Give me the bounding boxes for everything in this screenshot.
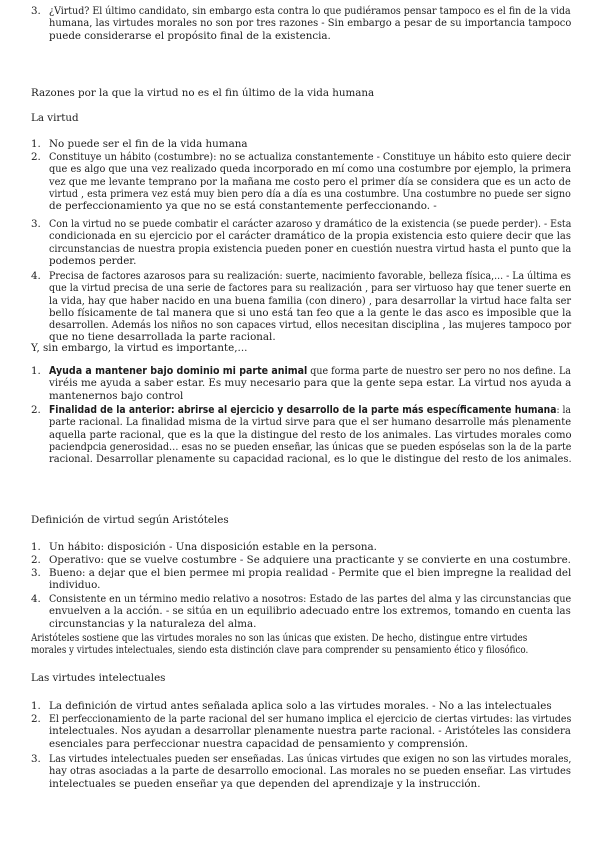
text-line: Consistente en un término medio relativo a nosotros: Estado de las partes del alma y las circunstancias que [49,593,572,605]
text-line: Aristóteles sostiene que las virtudes morales no son las únicas que existen. De hecho, distingue entre virtudes [31,632,528,644]
list-number: 3. [31,753,41,765]
text-line: morales y virtudes intelectuales, siendo esta distinción clave para comprender su pensamiento ético y filosófico. [31,644,529,657]
text-line: aquella parte racional, que es la que la distingue del resto de los animales. Las virtudes morales como [49,428,572,441]
text-fragment: : la [556,404,571,416]
text-line: Con la virtud no se puede combatir el carácter azaroso y dramático de la existencia (se puede perder). - Esta [49,218,572,230]
list-number: 1. [31,700,41,712]
text-line: racional. Desarrollar plenamente su capacidad racional, es lo que le distingue del resto de los animales. [49,453,572,466]
text-line: de perfeccionamiento ya que no se está constantemente perfeccionando. - [49,200,437,213]
list-number: 4. [31,593,41,605]
text-line: desarrollen. Además los niños no son capaces virtud, ellos necesitan disciplina , las mujeres tampoco por [49,319,572,332]
list-number: 2. [31,404,41,416]
text-fragment: que forma parte de nuestro ser pero no nos define. La [307,365,571,377]
list-number: 2. [31,554,41,566]
text-line: circunstancias y la naturaleza del alma. [49,617,257,630]
text-line: intelectuales. Nos ayudan a desarrollar plenamente nuestra parte racional. - Aristóteles las considera [49,725,571,738]
bold-phrase: Finalidad de la anterior: abrirse al ejercicio y desarrollo de la parte más específicamente humana [49,404,557,416]
text-line: puede considerarse el propósito final de la existencia. [49,29,331,42]
text-line: paciendpcia generosidad… esas no se pueden enseñar, las únicas que se pueden espóselas son la de la parte [49,440,572,453]
text-line: La definición de virtud antes señalada aplica solo a las virtudes morales. - No a las intelectuales [49,700,552,712]
text-line: envuelven a la acción. - se sitúa en un equilibrio adecuado entre los extremos, tomando en cuenta las [49,605,571,618]
aristoteles-paragraph [31,632,528,657]
text-line: virtud , esta primera vez está muy bien pero día a día es una costumbre. Una costumbre no puede ser signo [49,187,571,200]
bold-phrase: Ayuda a mantener bajo dominio mi parte animal [49,365,308,377]
heading-razones: Razones por la que la virtud no es el fin último de la vida humana [31,87,375,99]
text-line: No puede ser el fin de la vida humana [49,138,248,150]
list-number: 3. [31,567,41,579]
text-line: Constituye un hábito (costumbre): no se actualiza constantemente - Constituye un hábito esto quiere decir [49,151,571,163]
text-line: individuo. [49,579,101,592]
list-number: 1. [31,541,41,553]
heading-definicion: Definición de virtud según Aristóteles [31,514,229,526]
list-number: 3. [31,5,41,17]
text-line: que es algo que una vez realizado queda incorporado en mí como una costumbre por ejemplo, la primera [49,163,572,176]
text-line: mantenernos bajo control [49,389,184,402]
list-number: 2. [31,713,41,725]
text-line: que la virtud precisa de una serie de factores para su realización , para ser virtuoso hay que tener suerte en [49,282,572,295]
heading-importante: Y, sin embargo, la virtud es importante,... [31,342,248,354]
text-line: intelectuales se pueden enseñar ya que dependen del aprendizaje y la instrucción. [49,777,481,790]
text-line: la vida, hay que haber nacido en una buena familia (con dinero) , para desarrollar la virtud hace falta ser [49,294,572,307]
text-line: parte racional. La finalidad misma de la virtud sirve para que el ser humano desarrolle más plenamente [49,416,572,429]
text-line: Bueno: a dejar que el bien permee mi propia realidad - Permite que el bien impregne la realidad del [49,567,572,579]
text-line: Las virtudes intelectuales pueden ser enseñadas. Las únicas virtudes que exigen no son las virtudes morales, [49,753,572,765]
text-line: podemos perder. [49,254,137,267]
list-number: 1. [31,138,41,150]
heading-intelectuales: Las virtudes intelectuales [31,672,166,684]
text-line: circunstancias de nuestra propia existencia pueden poner en cuestión nuestra virtud hasta el punto que la [49,242,572,255]
text-line: Un hábito: disposición - Una disposición estable en la persona. [49,541,377,553]
text-line: esenciales para perfeccionar nuestra capacidad de pensamiento y comprensión. [49,737,469,750]
text-line: bello físicamente de tal manera que si uno está tan feo que a la gente le das asco es imposible que la [49,306,572,319]
text-line: viréis me ayuda a saber estar. Es muy necesario para que la gente sepa estar. La virtud nos ayuda a [49,377,572,390]
text-line: condicionada en su ejercicio por el carácter dramático de la propia existencia esto quiere decir que las [49,230,571,243]
text-line: vez que me levante temprano por la mañana me costo pero el primer día se considera que es un acto de [49,175,571,188]
text-line: Operativo: que se vuelve costumbre - Se adquiere una practicante y se convierte en una costumbre. [49,554,571,566]
list-number: 4. [31,270,41,282]
heading-virtud: La virtud [31,112,79,124]
text-line: que no tiene desarrollada la parte racional. [49,331,276,344]
list-number: 1. [31,365,41,377]
text-line: Precisa de factores azarosos para su realización: suerte, nacimiento favorable, belleza física,... - La última es [49,270,572,282]
list-number: 3. [31,218,41,230]
list-number: 2. [31,151,41,163]
text-line: ¿Virtud? El último candidato, sin embargo esta contra lo que pudiéramos pensar tampoco es el fin de la vida [49,5,571,17]
text-line: El perfeccionamiento de la parte racional del ser humano implica el ejercicio de ciertas virtudes: las virtudes [49,713,572,725]
text-line: hay otras asociadas a la parte de desarrollo emocional. Las morales no se pueden enseñar. Las virtudes [49,765,571,778]
text-line: humana, las virtudes morales no son por tres razones - Sin embargo a pesar de su importancia tampoco [49,17,572,30]
